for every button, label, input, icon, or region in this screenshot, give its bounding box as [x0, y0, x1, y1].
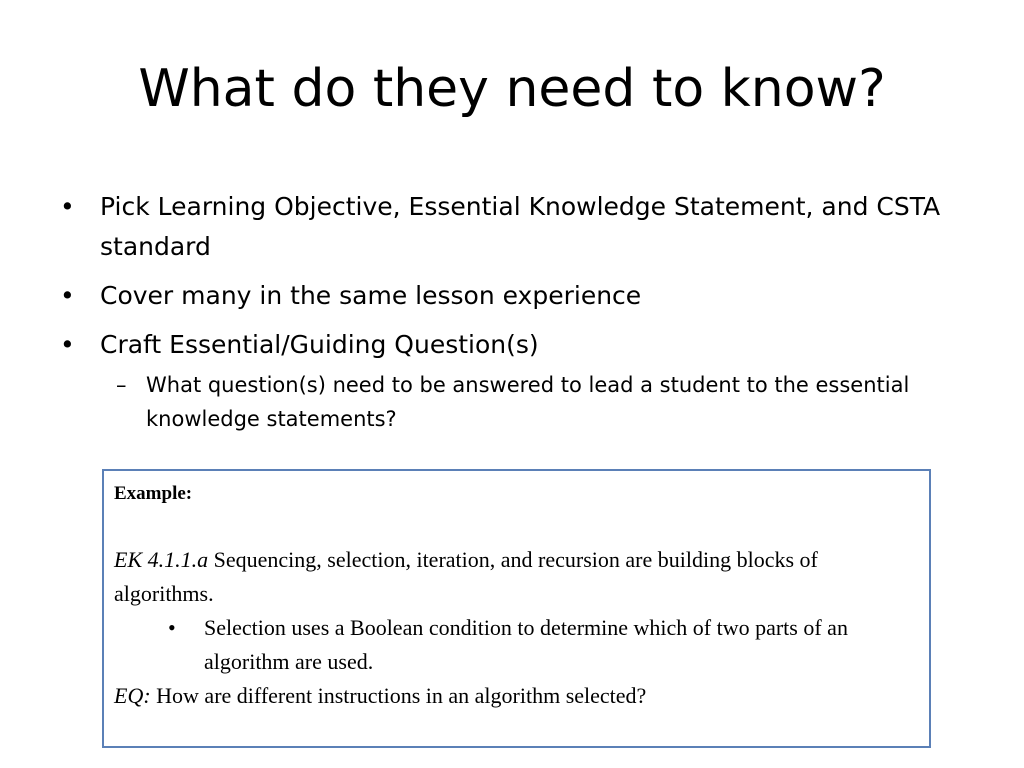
ek-statement [114, 543, 919, 611]
sub-bullet-item [58, 368, 958, 436]
bullet-item-cover-many [58, 276, 958, 316]
bullet-item-craft-questions [58, 325, 958, 365]
bullet-mark: • [60, 281, 75, 310]
example-bullet-text: Selection uses a Boolean condition to determine which of two parts of an algorithm are used. [204, 615, 848, 674]
bullet-list [58, 187, 958, 436]
sub-bullet-text: What question(s) need to be answered to lead a student to the essential knowledge statements? [146, 373, 910, 431]
bullet-text: Cover many in the same lesson experience [100, 281, 642, 310]
slide-title: What do they need to know? [138, 59, 886, 119]
example-box [102, 469, 931, 748]
ek-text: Sequencing, selection, iteration, and recursion are building blocks of algorithms. [114, 547, 818, 606]
bullet-mark: • [60, 192, 75, 221]
bullet-text: Craft Essential/Guiding Question(s) [100, 330, 539, 359]
eq-label: EQ: [114, 683, 151, 708]
bullet-item-objectives [58, 187, 958, 267]
bullet-text: Pick Learning Objective, Essential Knowledge Statement, and CSTA standard [100, 192, 941, 261]
sub-bullet-mark: – [116, 373, 127, 397]
example-label: Example: [114, 483, 193, 504]
bullet-mark: • [60, 330, 75, 359]
eq-text: How are different instructions in an algorithm selected? [150, 683, 647, 708]
ek-id: EK 4.1.1.a [114, 547, 209, 572]
essential-question [114, 679, 919, 713]
example-bullet [114, 611, 919, 679]
example-bullet-mark: • [168, 615, 176, 640]
